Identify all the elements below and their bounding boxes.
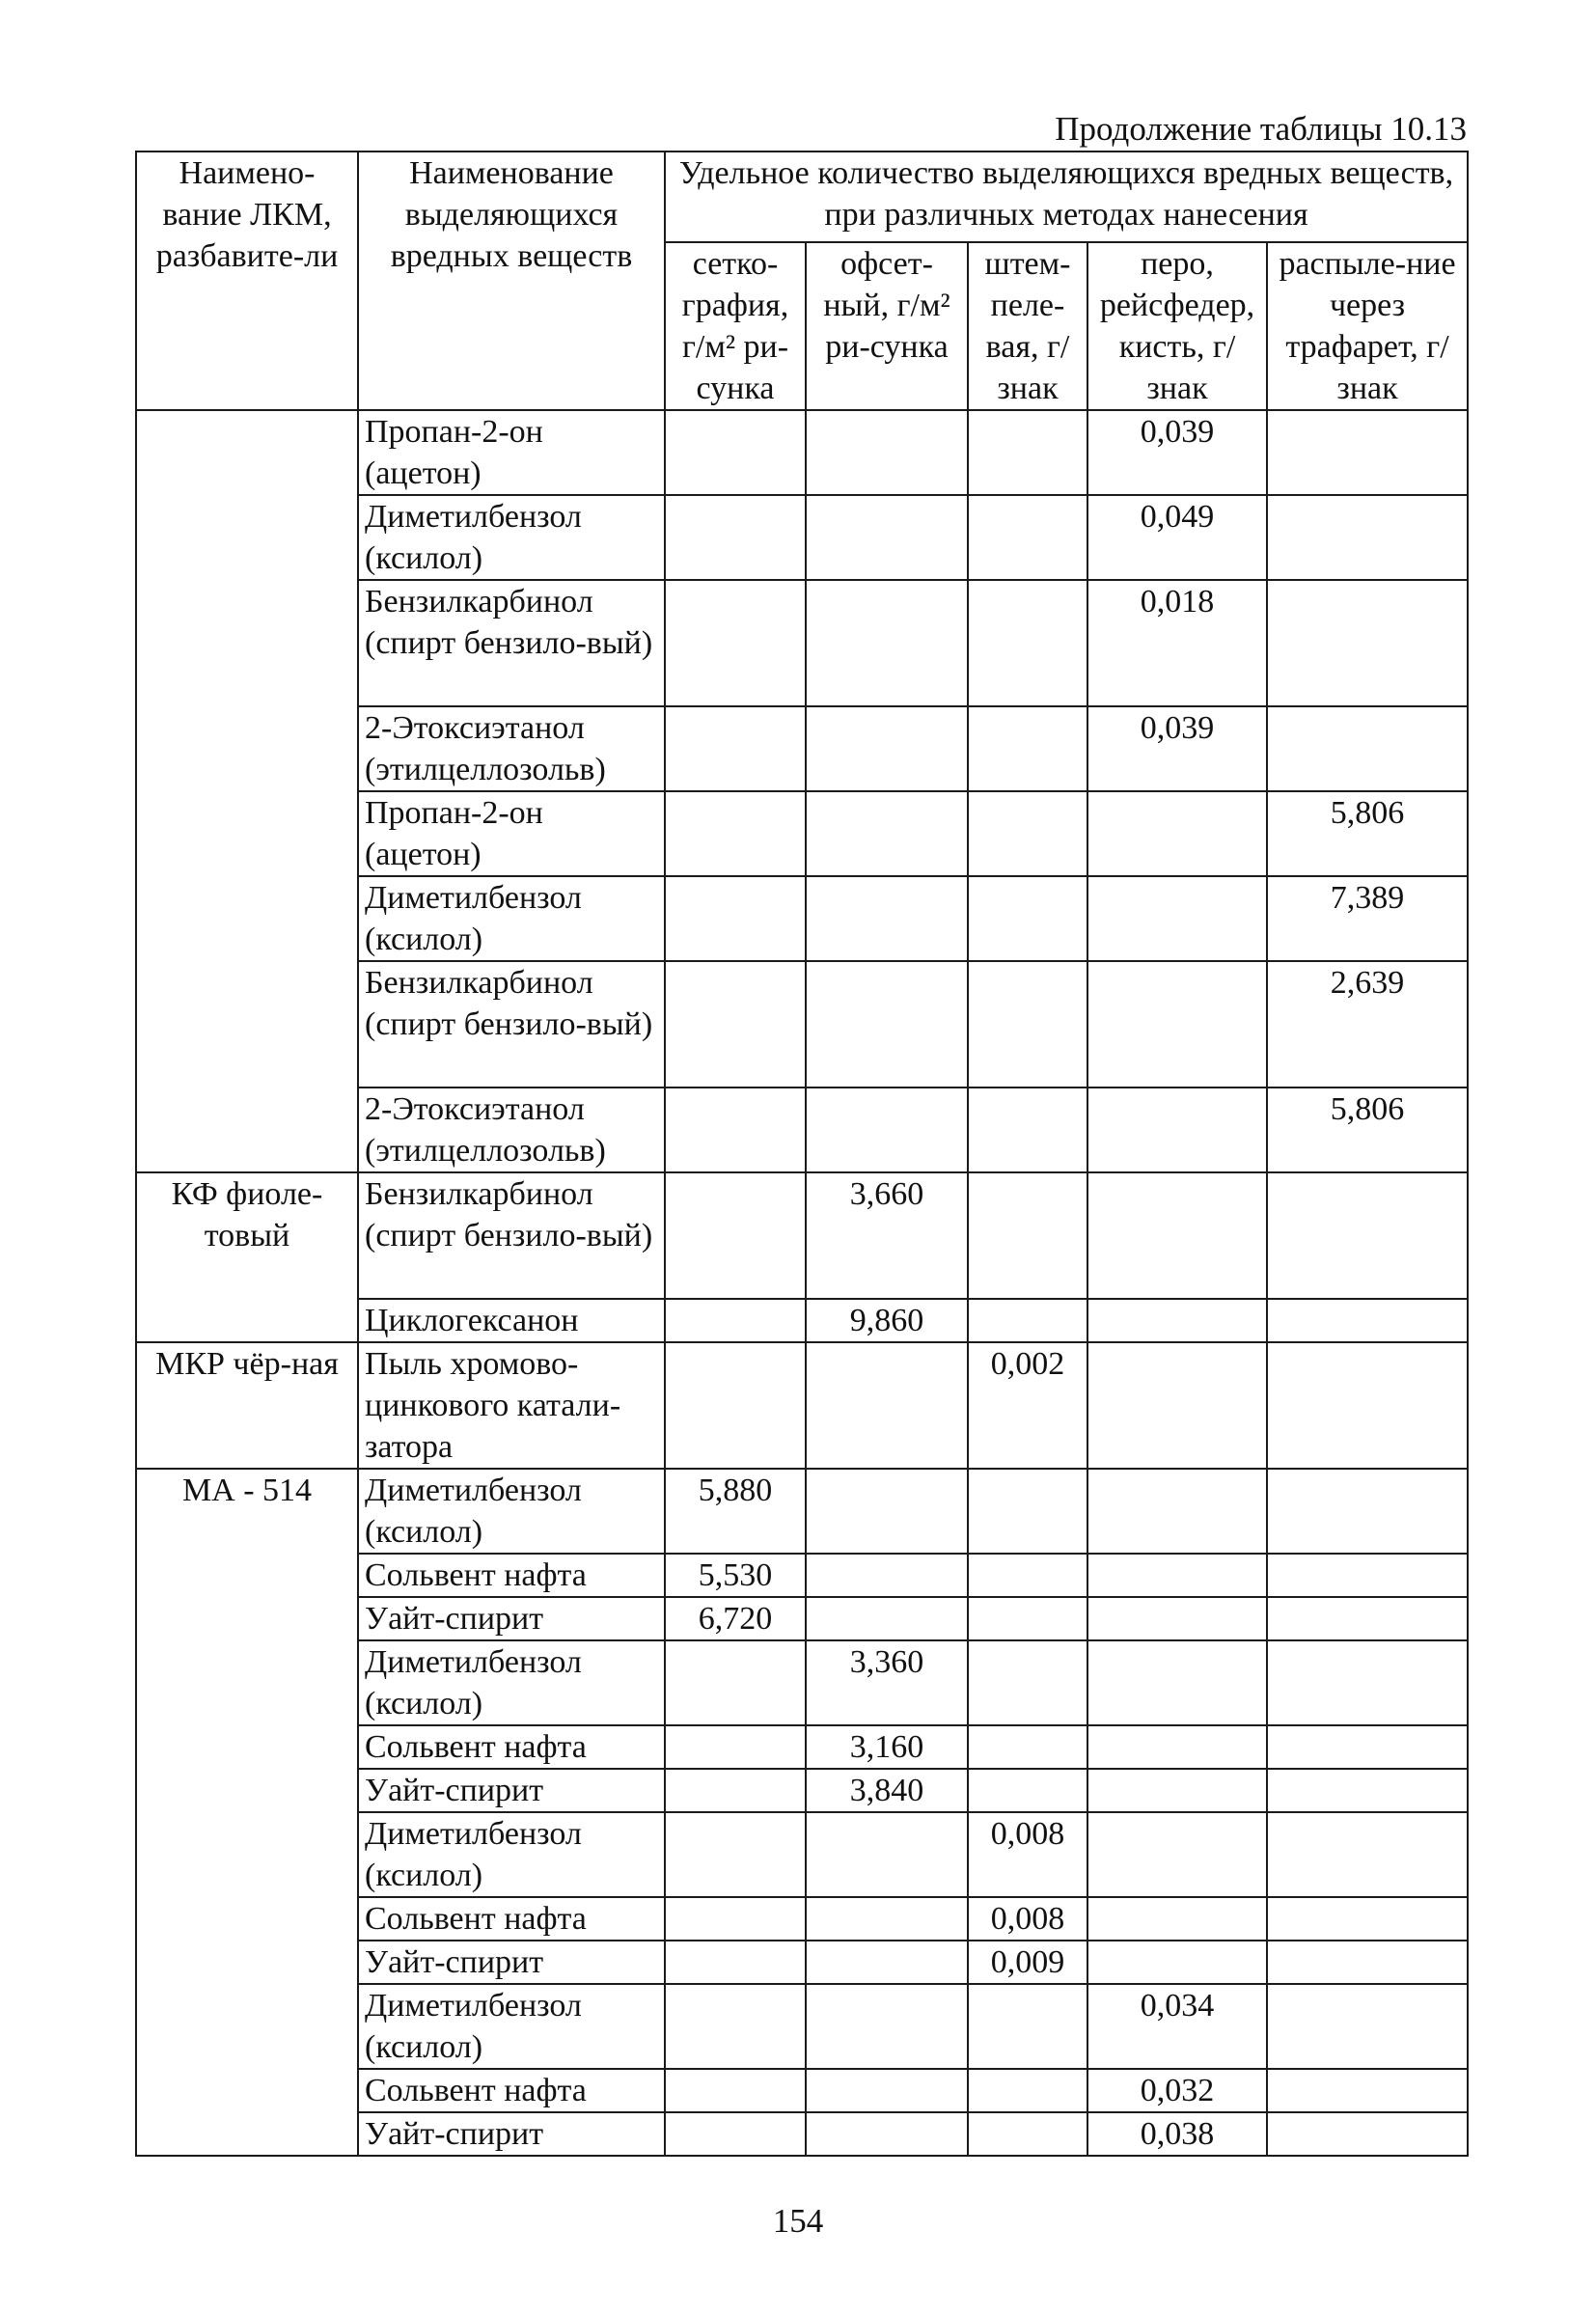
table-caption: Продолжение таблицы 10.13 bbox=[1055, 110, 1467, 148]
value-cell bbox=[1267, 1299, 1468, 1342]
value-cell: 3,840 bbox=[806, 1769, 968, 1812]
value-cell: 0,039 bbox=[1087, 706, 1267, 791]
value-cell bbox=[665, 1640, 806, 1725]
value-cell bbox=[1267, 1640, 1468, 1725]
value-cell bbox=[968, 1469, 1087, 1554]
value-cell bbox=[1087, 1554, 1267, 1597]
value-cell bbox=[1267, 2069, 1468, 2112]
header-method-stamp: штем-пеле-вая, г/знак bbox=[968, 242, 1087, 410]
value-cell bbox=[968, 410, 1087, 495]
substance-name-cell: Уайт-спирит bbox=[358, 1769, 665, 1812]
value-cell bbox=[1087, 1897, 1267, 1941]
value-cell bbox=[968, 876, 1087, 961]
value-cell bbox=[968, 1172, 1087, 1299]
value-cell bbox=[806, 1469, 968, 1554]
value-cell bbox=[806, 961, 968, 1088]
value-cell: 0,034 bbox=[1087, 1984, 1267, 2069]
value-cell: 5,880 bbox=[665, 1469, 806, 1554]
substance-name-cell: Уайт-спирит bbox=[358, 1597, 665, 1640]
value-cell bbox=[1087, 791, 1267, 876]
table-row bbox=[136, 1342, 1468, 1469]
substance-name-cell: Диметилбензол (ксилол) bbox=[358, 876, 665, 961]
value-cell bbox=[1087, 1088, 1267, 1172]
value-cell bbox=[806, 1897, 968, 1941]
value-cell bbox=[665, 706, 806, 791]
header-lkm: Наимено-вание ЛКМ, разбавите-ли bbox=[136, 151, 358, 410]
value-cell bbox=[968, 495, 1087, 580]
substance-name-cell: Диметилбензол (ксилол) bbox=[358, 1984, 665, 2069]
value-cell: 0,018 bbox=[1087, 580, 1267, 706]
value-cell bbox=[1087, 961, 1267, 1088]
value-cell bbox=[665, 876, 806, 961]
value-cell: 0,049 bbox=[1087, 495, 1267, 580]
value-cell: 0,032 bbox=[1087, 2069, 1267, 2112]
value-cell bbox=[968, 1597, 1087, 1640]
value-cell bbox=[968, 2069, 1087, 2112]
value-cell: 0,008 bbox=[968, 1897, 1087, 1941]
value-cell bbox=[806, 2069, 968, 2112]
value-cell bbox=[806, 495, 968, 580]
value-cell bbox=[806, 410, 968, 495]
table-body bbox=[136, 410, 1468, 2156]
value-cell: 3,360 bbox=[806, 1640, 968, 1725]
table-header bbox=[136, 151, 1468, 410]
value-cell: 9,860 bbox=[806, 1299, 968, 1342]
lkm-name-cell: МА - 514 bbox=[136, 1469, 358, 2156]
value-cell bbox=[665, 1984, 806, 2069]
substance-name-cell: 2-Этоксиэтанол (этилцеллозольв) bbox=[358, 706, 665, 791]
value-cell bbox=[806, 791, 968, 876]
value-cell bbox=[1267, 1941, 1468, 1984]
header-method-offset: офсет-ный, г/м² ри-сунка bbox=[806, 242, 968, 410]
value-cell bbox=[1087, 1769, 1267, 1812]
value-cell: 0,008 bbox=[968, 1812, 1087, 1897]
value-cell bbox=[806, 580, 968, 706]
value-cell bbox=[968, 1725, 1087, 1769]
value-cell bbox=[1267, 580, 1468, 706]
value-cell bbox=[806, 1088, 968, 1172]
substance-name-cell: Диметилбензол (ксилол) bbox=[358, 1812, 665, 1897]
value-cell bbox=[1087, 1172, 1267, 1299]
value-cell: 6,720 bbox=[665, 1597, 806, 1640]
value-cell bbox=[665, 1941, 806, 1984]
substance-name-cell: Пропан-2-он (ацетон) bbox=[358, 791, 665, 876]
value-cell bbox=[806, 1342, 968, 1469]
value-cell bbox=[1087, 1299, 1267, 1342]
value-cell bbox=[1087, 1941, 1267, 1984]
value-cell bbox=[665, 1812, 806, 1897]
substance-name-cell: Диметилбензол (ксилол) bbox=[358, 1469, 665, 1554]
substance-name-cell: Диметилбензол (ксилол) bbox=[358, 495, 665, 580]
header-substance: Наименование выделяющихся вредных веществ bbox=[358, 151, 665, 410]
value-cell: 7,389 bbox=[1267, 876, 1468, 961]
value-cell bbox=[1087, 1812, 1267, 1897]
value-cell bbox=[968, 1088, 1087, 1172]
value-cell bbox=[806, 1597, 968, 1640]
value-cell: 5,806 bbox=[1267, 791, 1468, 876]
value-cell bbox=[1087, 1597, 1267, 1640]
lkm-name-cell bbox=[136, 410, 358, 1172]
value-cell: 0,009 bbox=[968, 1941, 1087, 1984]
value-cell bbox=[665, 410, 806, 495]
table-row bbox=[136, 1172, 1468, 1299]
value-cell bbox=[1267, 410, 1468, 495]
value-cell bbox=[806, 1554, 968, 1597]
table-row bbox=[136, 1469, 1468, 1554]
value-cell bbox=[665, 1299, 806, 1342]
value-cell bbox=[1087, 1342, 1267, 1469]
value-cell: 0,039 bbox=[1087, 410, 1267, 495]
value-cell bbox=[1087, 1725, 1267, 1769]
value-cell bbox=[1267, 495, 1468, 580]
substance-name-cell: Сольвент нафта bbox=[358, 2069, 665, 2112]
value-cell: 5,806 bbox=[1267, 1088, 1468, 1172]
value-cell bbox=[968, 706, 1087, 791]
value-cell bbox=[1267, 1725, 1468, 1769]
value-cell bbox=[806, 2112, 968, 2156]
value-cell bbox=[665, 580, 806, 706]
substance-name-cell: Бензилкарбинол (спирт бензило-вый) bbox=[358, 961, 665, 1088]
value-cell bbox=[1267, 1984, 1468, 2069]
value-cell bbox=[968, 1554, 1087, 1597]
value-cell bbox=[665, 791, 806, 876]
value-cell bbox=[1267, 1172, 1468, 1299]
value-cell bbox=[665, 1769, 806, 1812]
value-cell bbox=[665, 961, 806, 1088]
value-cell bbox=[1087, 876, 1267, 961]
value-cell bbox=[806, 1812, 968, 1897]
value-cell bbox=[665, 1897, 806, 1941]
page-number: 154 bbox=[772, 2202, 824, 2240]
value-cell bbox=[968, 1640, 1087, 1725]
substance-name-cell: Пропан-2-он (ацетон) bbox=[358, 410, 665, 495]
value-cell: 3,660 bbox=[806, 1172, 968, 1299]
substance-name-cell: Циклогексанон bbox=[358, 1299, 665, 1342]
value-cell bbox=[806, 876, 968, 961]
emissions-table bbox=[135, 151, 1469, 2157]
substance-name-cell: 2-Этоксиэтанол (этилцеллозольв) bbox=[358, 1088, 665, 1172]
value-cell bbox=[1087, 1469, 1267, 1554]
header-group: Удельное количество выделяющихся вредных веществ, при различных методах нанесения bbox=[665, 151, 1468, 242]
value-cell bbox=[665, 2069, 806, 2112]
value-cell bbox=[665, 1172, 806, 1299]
value-cell bbox=[1267, 1812, 1468, 1897]
substance-name-cell: Бензилкарбинол (спирт бензило-вый) bbox=[358, 1172, 665, 1299]
substance-name-cell: Бензилкарбинол (спирт бензило-вый) bbox=[358, 580, 665, 706]
value-cell bbox=[1267, 1554, 1468, 1597]
substance-name-cell: Сольвент нафта bbox=[358, 1725, 665, 1769]
value-cell bbox=[968, 791, 1087, 876]
value-cell bbox=[968, 961, 1087, 1088]
substance-name-cell: Пыль хромово-цинкового катали-затора bbox=[358, 1342, 665, 1469]
value-cell bbox=[665, 1342, 806, 1469]
value-cell bbox=[1087, 1640, 1267, 1725]
value-cell bbox=[1267, 1469, 1468, 1554]
value-cell: 0,002 bbox=[968, 1342, 1087, 1469]
value-cell bbox=[806, 1941, 968, 1984]
substance-name-cell: Уайт-спирит bbox=[358, 2112, 665, 2156]
value-cell bbox=[1267, 1897, 1468, 1941]
value-cell bbox=[1267, 706, 1468, 791]
table-row bbox=[136, 410, 1468, 495]
value-cell bbox=[968, 1769, 1087, 1812]
value-cell bbox=[1267, 2112, 1468, 2156]
value-cell bbox=[665, 495, 806, 580]
value-cell bbox=[806, 1984, 968, 2069]
value-cell bbox=[1267, 1769, 1468, 1812]
value-cell bbox=[665, 1088, 806, 1172]
value-cell bbox=[1267, 1597, 1468, 1640]
value-cell bbox=[968, 1299, 1087, 1342]
header-method-pen: перо, рейсфедер, кисть, г/знак bbox=[1087, 242, 1267, 410]
header-method-spray: распыле-ние через трафарет, г/знак bbox=[1267, 242, 1468, 410]
value-cell: 0,038 bbox=[1087, 2112, 1267, 2156]
value-cell bbox=[665, 2112, 806, 2156]
value-cell: 5,530 bbox=[665, 1554, 806, 1597]
substance-name-cell: Сольвент нафта bbox=[358, 1554, 665, 1597]
substance-name-cell: Уайт-спирит bbox=[358, 1941, 665, 1984]
value-cell bbox=[968, 1984, 1087, 2069]
substance-name-cell: Диметилбензол (ксилол) bbox=[358, 1640, 665, 1725]
substance-name-cell: Сольвент нафта bbox=[358, 1897, 665, 1941]
lkm-name-cell: МКР чёр-ная bbox=[136, 1342, 358, 1469]
value-cell bbox=[968, 2112, 1087, 2156]
value-cell bbox=[968, 580, 1087, 706]
header-method-screen: сетко-графия, г/м² ри-сунка bbox=[665, 242, 806, 410]
value-cell bbox=[1267, 1342, 1468, 1469]
value-cell: 2,639 bbox=[1267, 961, 1468, 1088]
value-cell bbox=[806, 706, 968, 791]
value-cell bbox=[665, 1725, 806, 1769]
lkm-name-cell: КФ фиоле-товый bbox=[136, 1172, 358, 1342]
value-cell: 3,160 bbox=[806, 1725, 968, 1769]
